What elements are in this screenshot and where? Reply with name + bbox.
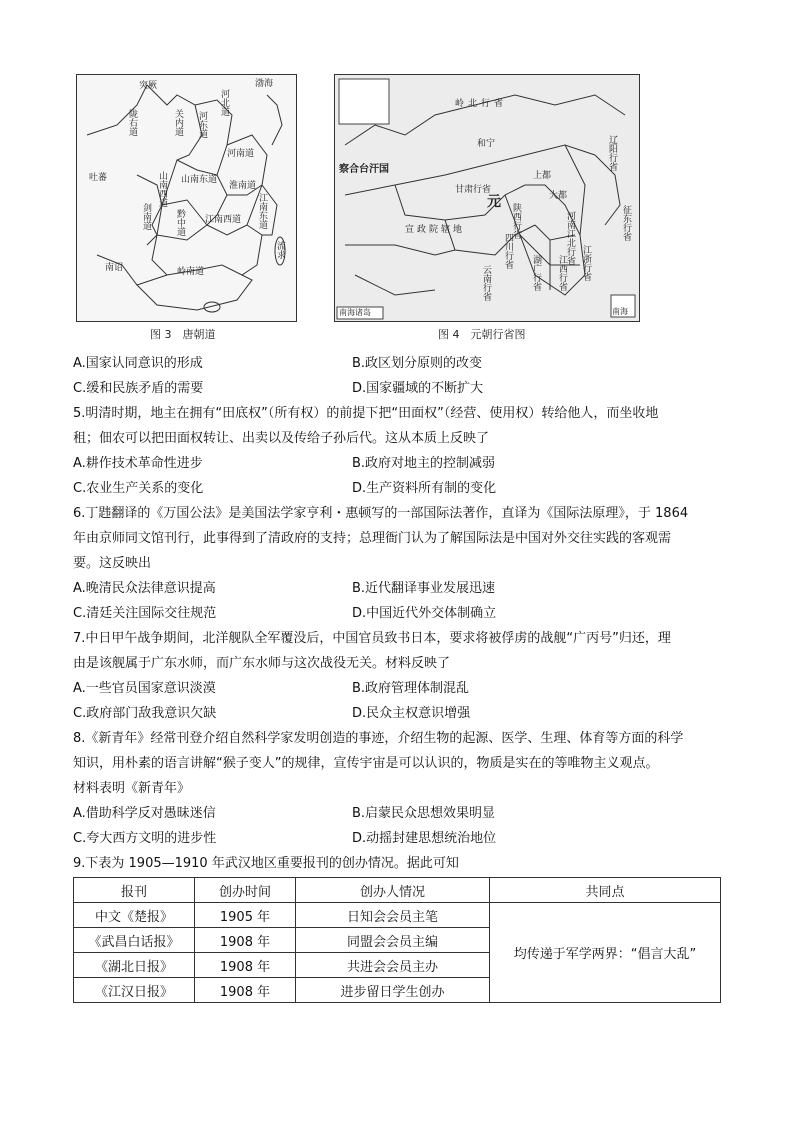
figure-caption: 图 3 唐朝道 bbox=[150, 328, 216, 341]
option-d: D.民众主权意识增强 bbox=[352, 706, 471, 721]
option-a: A.晚清民众法律意识提高 bbox=[73, 581, 216, 596]
table-cell: 1905 年 bbox=[195, 903, 296, 928]
map-label: 和宁 bbox=[477, 139, 496, 149]
question-stem: 9.下表为 1905—1910 年武汉地区重要报刊的创办情况。据此可知 bbox=[73, 856, 459, 871]
map-label: 云南行省 bbox=[481, 265, 491, 301]
tang-map bbox=[76, 74, 297, 322]
table-cell: 1908 年 bbox=[195, 978, 296, 1003]
question-stem: 租；佃农可以把田面权转让、出卖以及传给子孙后代。这从本质上反映了 bbox=[73, 431, 490, 446]
question-stem: 材料表明《新青年》 bbox=[73, 781, 191, 796]
option-d: D.生产资料所有制的变化 bbox=[352, 481, 497, 496]
table-header: 创办人情况 bbox=[296, 878, 490, 903]
map-label: 甘肃行省 bbox=[455, 185, 492, 195]
question-stem: 8.《新青年》经常刊登介绍自然科学家发明创造的事迹，介绍生物的起源、医学、生理、体育等方面的科学 bbox=[73, 731, 684, 746]
option-b: B.近代翻译事业发展迅速 bbox=[352, 581, 496, 596]
question-stem: 6.丁韪翻译的《万国公法》是美国法学家亨利・惠顿写的一部国际法著作，直译为《国际法原理》，于 1864 bbox=[73, 506, 689, 521]
map-label: 征东行省 bbox=[621, 205, 631, 241]
map-label: 元 bbox=[487, 194, 501, 210]
map-label: 黔中道 bbox=[175, 209, 185, 236]
option-d: D.国家疆域的不断扩大 bbox=[352, 381, 484, 396]
option-a: A.国家认同意识的形成 bbox=[73, 356, 203, 371]
map-label: 吐蕃 bbox=[89, 173, 108, 183]
map-label: 湖广行省 bbox=[531, 255, 541, 291]
map-label: 岭北行省 bbox=[455, 99, 508, 109]
map-label: 流求 bbox=[275, 241, 285, 259]
question-stem: 5.明清时期，地主在拥有“田底权”（所有权）的前提下把“田面权”（经营、使用权）转给他人，而坐收地 bbox=[73, 406, 659, 421]
table-cell-common: 均传递于军学两界：“倡言大乱” bbox=[490, 903, 721, 1003]
map-label: 淮南道 bbox=[229, 181, 257, 191]
option-a: A.一些官员国家意识淡漠 bbox=[73, 681, 216, 696]
table-cell: 共进会会员主办 bbox=[296, 953, 490, 978]
option-c: C.政府部门敌我意识欠缺 bbox=[73, 706, 217, 721]
map-label: 江南西道 bbox=[205, 215, 242, 225]
question-stem: 年由京师同文馆刊行，此事得到了清政府的支持；总理衙门认为了解国际法是中国对外交往实践的客观需 bbox=[73, 531, 672, 546]
option-d: D.中国近代外交体制确立 bbox=[352, 606, 497, 621]
map-label: 山南东道 bbox=[181, 175, 218, 185]
map-label: 南海 bbox=[612, 307, 628, 316]
map-label: 河北道 bbox=[219, 89, 229, 116]
table-cell: 同盟会会员主编 bbox=[296, 928, 490, 953]
option-c: C.缓和民族矛盾的需要 bbox=[73, 381, 204, 396]
map-label: 河南道 bbox=[227, 149, 255, 159]
option-a: A.借助科学反对愚昧迷信 bbox=[73, 806, 216, 821]
map-label: 突厥 bbox=[139, 81, 158, 91]
map-label: 岭南道 bbox=[177, 267, 205, 277]
table-cell: 《武昌白话报》 bbox=[74, 928, 195, 953]
map-label: 河南江北行省 bbox=[565, 211, 575, 265]
map-label: 辽阳行省 bbox=[607, 135, 617, 171]
option-b: B.政府管理体制混乱 bbox=[352, 681, 470, 696]
table-row bbox=[74, 903, 721, 928]
map-label: 陕西行省 bbox=[511, 203, 521, 239]
option-c: C.农业生产关系的变化 bbox=[73, 481, 204, 496]
option-b: B.政区划分原则的改变 bbox=[352, 356, 483, 371]
table-header: 共同点 bbox=[490, 878, 721, 903]
map-label: 察合台汗国 bbox=[339, 164, 389, 175]
table-cell: 1908 年 bbox=[195, 953, 296, 978]
table-header: 报刊 bbox=[74, 878, 195, 903]
option-d: D.动摇封建思想统治地位 bbox=[352, 831, 497, 846]
option-c: C.清廷关注国际交往规范 bbox=[73, 606, 217, 621]
map-label: 山南西道 bbox=[157, 171, 167, 207]
option-b: B.政府对地主的控制减弱 bbox=[352, 456, 496, 471]
map-label: 江西行省 bbox=[557, 255, 567, 291]
map-label: 南海诸岛 bbox=[339, 308, 371, 317]
yuan-map bbox=[334, 74, 640, 322]
map-label: 渤海 bbox=[255, 79, 274, 89]
figure-caption: 图 4 元朝行省图 bbox=[438, 328, 526, 341]
table-header: 创办时间 bbox=[195, 878, 296, 903]
map-label: 上都 bbox=[533, 171, 552, 181]
table-header-row bbox=[74, 878, 721, 903]
table-cell: 《江汉日报》 bbox=[74, 978, 195, 1003]
option-b: B.启蒙民众思想效果明显 bbox=[352, 806, 496, 821]
question-stem: 由是该舰属于广东水师，而广东水师与这次战役无关。材料反映了 bbox=[73, 656, 451, 671]
newspaper-table bbox=[73, 877, 721, 1003]
table-cell: 1908 年 bbox=[195, 928, 296, 953]
question-stem: 要。这反映出 bbox=[73, 556, 152, 571]
map-label: 陇右道 bbox=[127, 109, 137, 136]
map-label: 关内道 bbox=[173, 109, 183, 136]
table-cell: 进步留日学生创办 bbox=[296, 978, 490, 1003]
question-stem: 知识，用朴素的语言讲解“猴子变人”的规律，宣传宇宙是可以认识的，物质是实在的等唯物主义观点。 bbox=[73, 756, 659, 771]
map-label: 四川行省 bbox=[503, 233, 513, 269]
map-label: 剑南道 bbox=[141, 203, 151, 230]
map-label: 江浙行省 bbox=[581, 245, 591, 281]
map-label: 宣政院辖地 bbox=[405, 225, 466, 235]
option-c: C.夸大西方文明的进步性 bbox=[73, 831, 217, 846]
map-label: 大都 bbox=[549, 191, 568, 201]
map-label: 江南东道 bbox=[257, 193, 267, 229]
table-cell: 中文《楚报》 bbox=[74, 903, 195, 928]
map-label: 河东道 bbox=[197, 111, 207, 138]
option-a: A.耕作技术革命性进步 bbox=[73, 456, 203, 471]
map-label: 南诏 bbox=[105, 263, 124, 273]
question-stem: 7.中日甲午战争期间，北洋舰队全军覆没后，中国官员致书日本，要求将被俘虏的战舰“广丙号”归还，理 bbox=[73, 631, 671, 646]
table-cell: 日知会会员主笔 bbox=[296, 903, 490, 928]
table-cell: 《湖北日报》 bbox=[74, 953, 195, 978]
